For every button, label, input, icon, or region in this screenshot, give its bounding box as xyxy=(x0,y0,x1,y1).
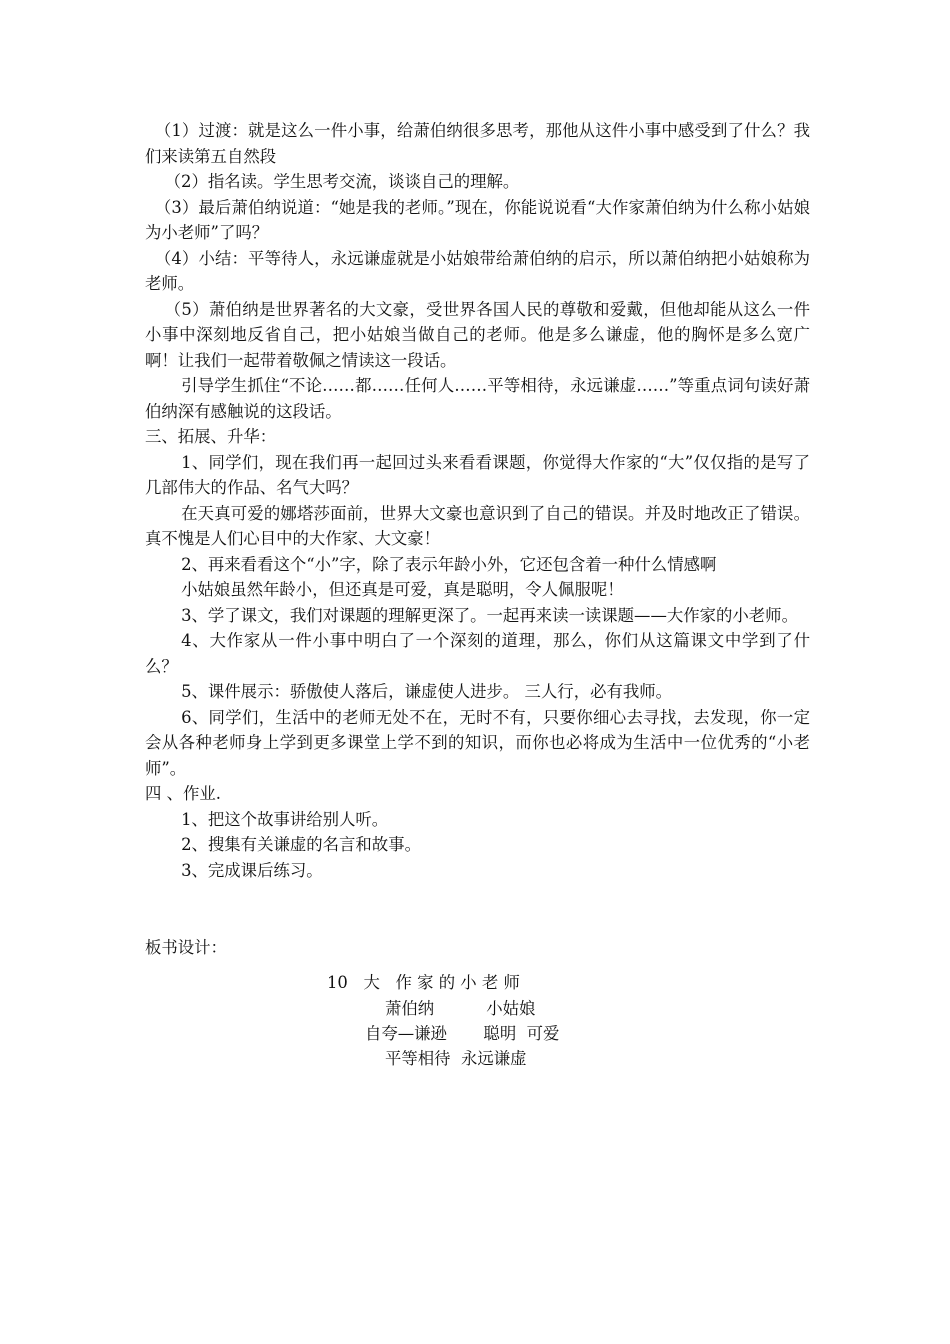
paragraph: 3、学了课文，我们对课题的理解更深了。一起再来读一读课题——大作家的小老师。 xyxy=(181,605,798,625)
paragraph: 3、完成课后练习。 xyxy=(181,860,323,880)
paragraph: 6、同学们，生活中的老师无处不在，无时不有，只要你细心去寻找，去发现，你一定会从各种老师身上学到更多课堂上学不到的知识，而你也必将成为生活中一位优秀的“小老师”。 xyxy=(145,707,810,778)
paragraph: 1、同学们，现在我们再一起回过头来看看课题，你觉得大作家的“大”仅仅指的是写了几部伟大的作品、名气大吗？ xyxy=(145,452,810,497)
paragraph: 2、再来看看这个“小”字，除了表示年龄小外，它还包含着一种什么情感啊 xyxy=(181,554,717,574)
board-row-traits: 自夸—谦逊 聪明 可爱 xyxy=(365,1024,560,1043)
paragraph: 4、大作家从一件小事中明白了一个深刻的道理，那么，你们从这篇课文中学到了什么？ xyxy=(145,631,810,676)
paragraph: 四 、作业. xyxy=(145,784,221,803)
paragraph: （1）过渡：就是这么一件小事，给萧伯纳很多思考，那他从这件小事中感受到了什么？我们来读第五自然段 xyxy=(145,121,810,166)
paragraph-list xyxy=(145,118,810,883)
board-title: 10 大 作 家 的 小 老 师 xyxy=(327,973,520,992)
board-row-characters: 萧伯纳 小姑娘 xyxy=(385,999,536,1018)
section-gap xyxy=(145,883,810,935)
board-heading: 板书设计： xyxy=(145,938,227,957)
paragraph: 引导学生抓住“不论……都……任何人……平等相待，永远谦虚……”等重点词句读好萧伯纳深有感触说的这段话。 xyxy=(145,376,810,421)
paragraph: 5、课件展示：骄傲使人落后，谦虚使人进步。 三人行，必有我师。 xyxy=(181,682,673,701)
board-row-lesson: 平等相待 永远谦虚 xyxy=(385,1049,527,1068)
paragraph: 三、拓展、升华： xyxy=(145,427,277,446)
document-body xyxy=(145,118,810,961)
paragraph: 小姑娘虽然年龄小，但还真是可爱，真是聪明，令人佩服呢！ xyxy=(181,580,624,599)
paragraph: 1、把这个故事讲给别人听。 xyxy=(181,809,389,829)
paragraph: 2、搜集有关谦虚的名言和故事。 xyxy=(181,835,421,854)
paragraph: 在天真可爱的娜塔莎面前，世界大文豪也意识到了自己的错误。并及时地改正了错误。真不愧是人们心目中的大作家、大文豪！ xyxy=(145,503,810,548)
paragraph: （5）萧伯纳是世界著名的大文豪，受世界各国人民的尊敬和爱戴，但他却能从这么一件小事中深刻地反省自己，把小姑娘当做自己的老师。他是多么谦虚，他的胸怀是多么宽广啊！让我们一起带着敬佩之情读这一段话。 xyxy=(145,299,810,370)
paragraph: （4）小结：平等待人，永远谦虚就是小姑娘带给萧伯纳的启示，所以萧伯纳把小姑娘称为老师。 xyxy=(145,248,810,293)
paragraph: （2）指名读。学生思考交流，谈谈自己的理解。 xyxy=(164,172,520,191)
paragraph: （3）最后萧伯纳说道：“她是我的老师。”现在，你能说说看“大作家萧伯纳为什么称小姑娘为小老师”了吗？ xyxy=(145,197,810,242)
